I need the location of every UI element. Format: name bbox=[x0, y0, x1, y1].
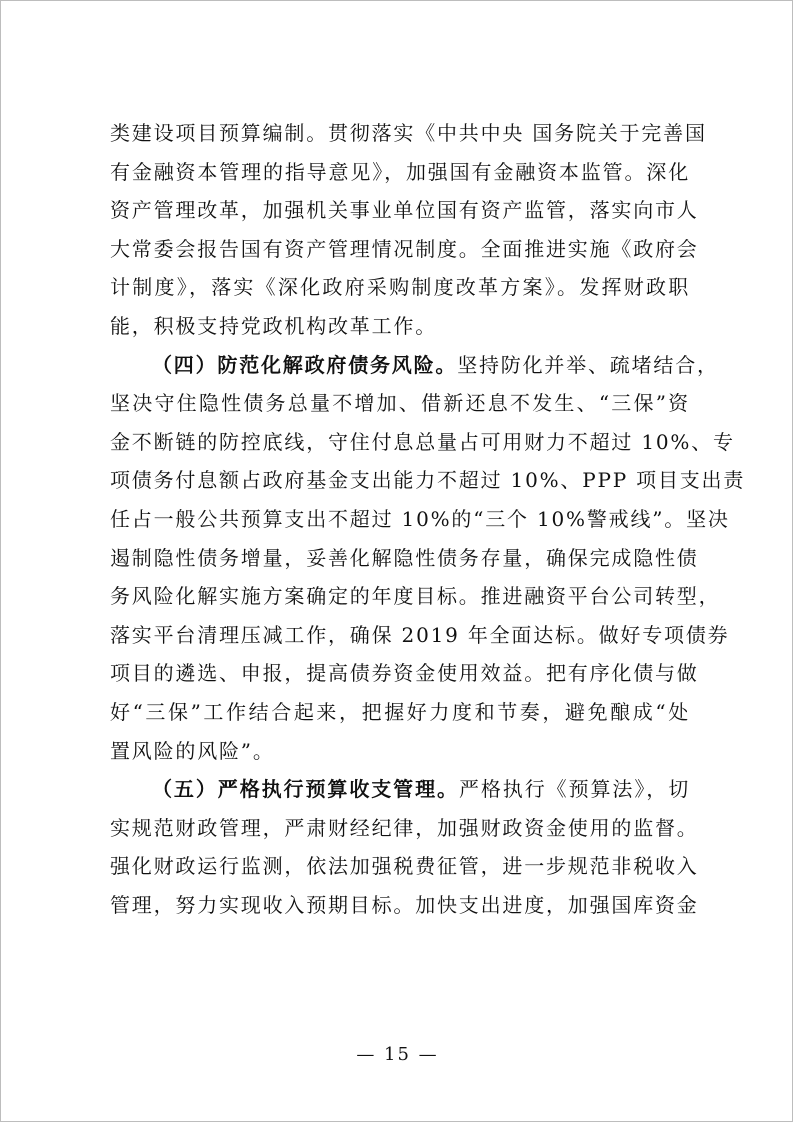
text-line: 坚决守住隐性债务总量不增加、借新还息不发生、“三保”资 bbox=[110, 391, 690, 416]
paragraph-first-line bbox=[110, 346, 719, 385]
text-line: 有金融资本管理的指导意见》，加强国有金融资本监管。深化 bbox=[110, 159, 690, 184]
text-line: 落实平台清理压减工作，确保 2019 年全面达标。做好专项债券 bbox=[110, 622, 730, 647]
section-heading: （五）严格执行预算收支管理。 bbox=[152, 777, 459, 802]
text-line: 置风险的风险”。 bbox=[110, 738, 275, 763]
body-text bbox=[110, 114, 746, 924]
text-run: 坚持防化并举、疏堵结合， bbox=[457, 352, 719, 377]
text-line: 大常委会报告国有资产管理情况制度。全面推进实施《政府会 bbox=[110, 236, 699, 261]
text-line: 好“三保”工作结合起来，把握好力度和节奏，避免酿成“处 bbox=[110, 699, 690, 724]
paragraph-first-line bbox=[110, 770, 690, 809]
text-line: 类建设项目预算编制。贯彻落实《中共中央 国务院关于完善国 bbox=[110, 121, 707, 145]
text-line: 项目的遴选、申报，提高债券资金使用效益。把有序化债与做 bbox=[110, 661, 699, 686]
text-line: 任占一般公共预算支出不超过 10%的“三个 10%警戒线”。坚决 bbox=[110, 506, 730, 531]
text-line: 强化财政运行监测，依法加强税费征管，进一步规范非税收入 bbox=[110, 854, 699, 879]
text-line: 遏制隐性债务增量，妥善化解隐性债务存量，确保完成隐性债 bbox=[110, 545, 699, 570]
text-line: 管理，努力实现收入预期目标。加快支出进度，加强国库资金 bbox=[110, 892, 699, 917]
text-line: 务风险化解实施方案确定的年度目标。推进融资平台公司转型， bbox=[110, 584, 721, 609]
text-line: 实规范财政管理，严肃财经纪律，加强财政资金使用的监督。 bbox=[110, 815, 699, 840]
page-number: — 15 — bbox=[356, 1044, 439, 1065]
text-line: 计制度》，落实《深化政府采购制度改革方案》。发挥财政职 bbox=[110, 275, 690, 300]
section-heading: （四）防范化解政府债务风险。 bbox=[152, 352, 458, 377]
text-line: 项债务付息额占政府基金支出能力不超过 10%、PPP 项目支出责 bbox=[110, 468, 746, 493]
text-line: 资产管理改革，加强机关事业单位国有资产监管，落实向市人 bbox=[110, 198, 699, 223]
text-line: 能，积极支持党政机构改革工作。 bbox=[110, 313, 437, 338]
text-run: 严格执行《预算法》，切 bbox=[458, 777, 690, 802]
text-line: 金不断链的防控底线，守住付息总量占可用财力不超过 10%、专 bbox=[110, 429, 735, 454]
